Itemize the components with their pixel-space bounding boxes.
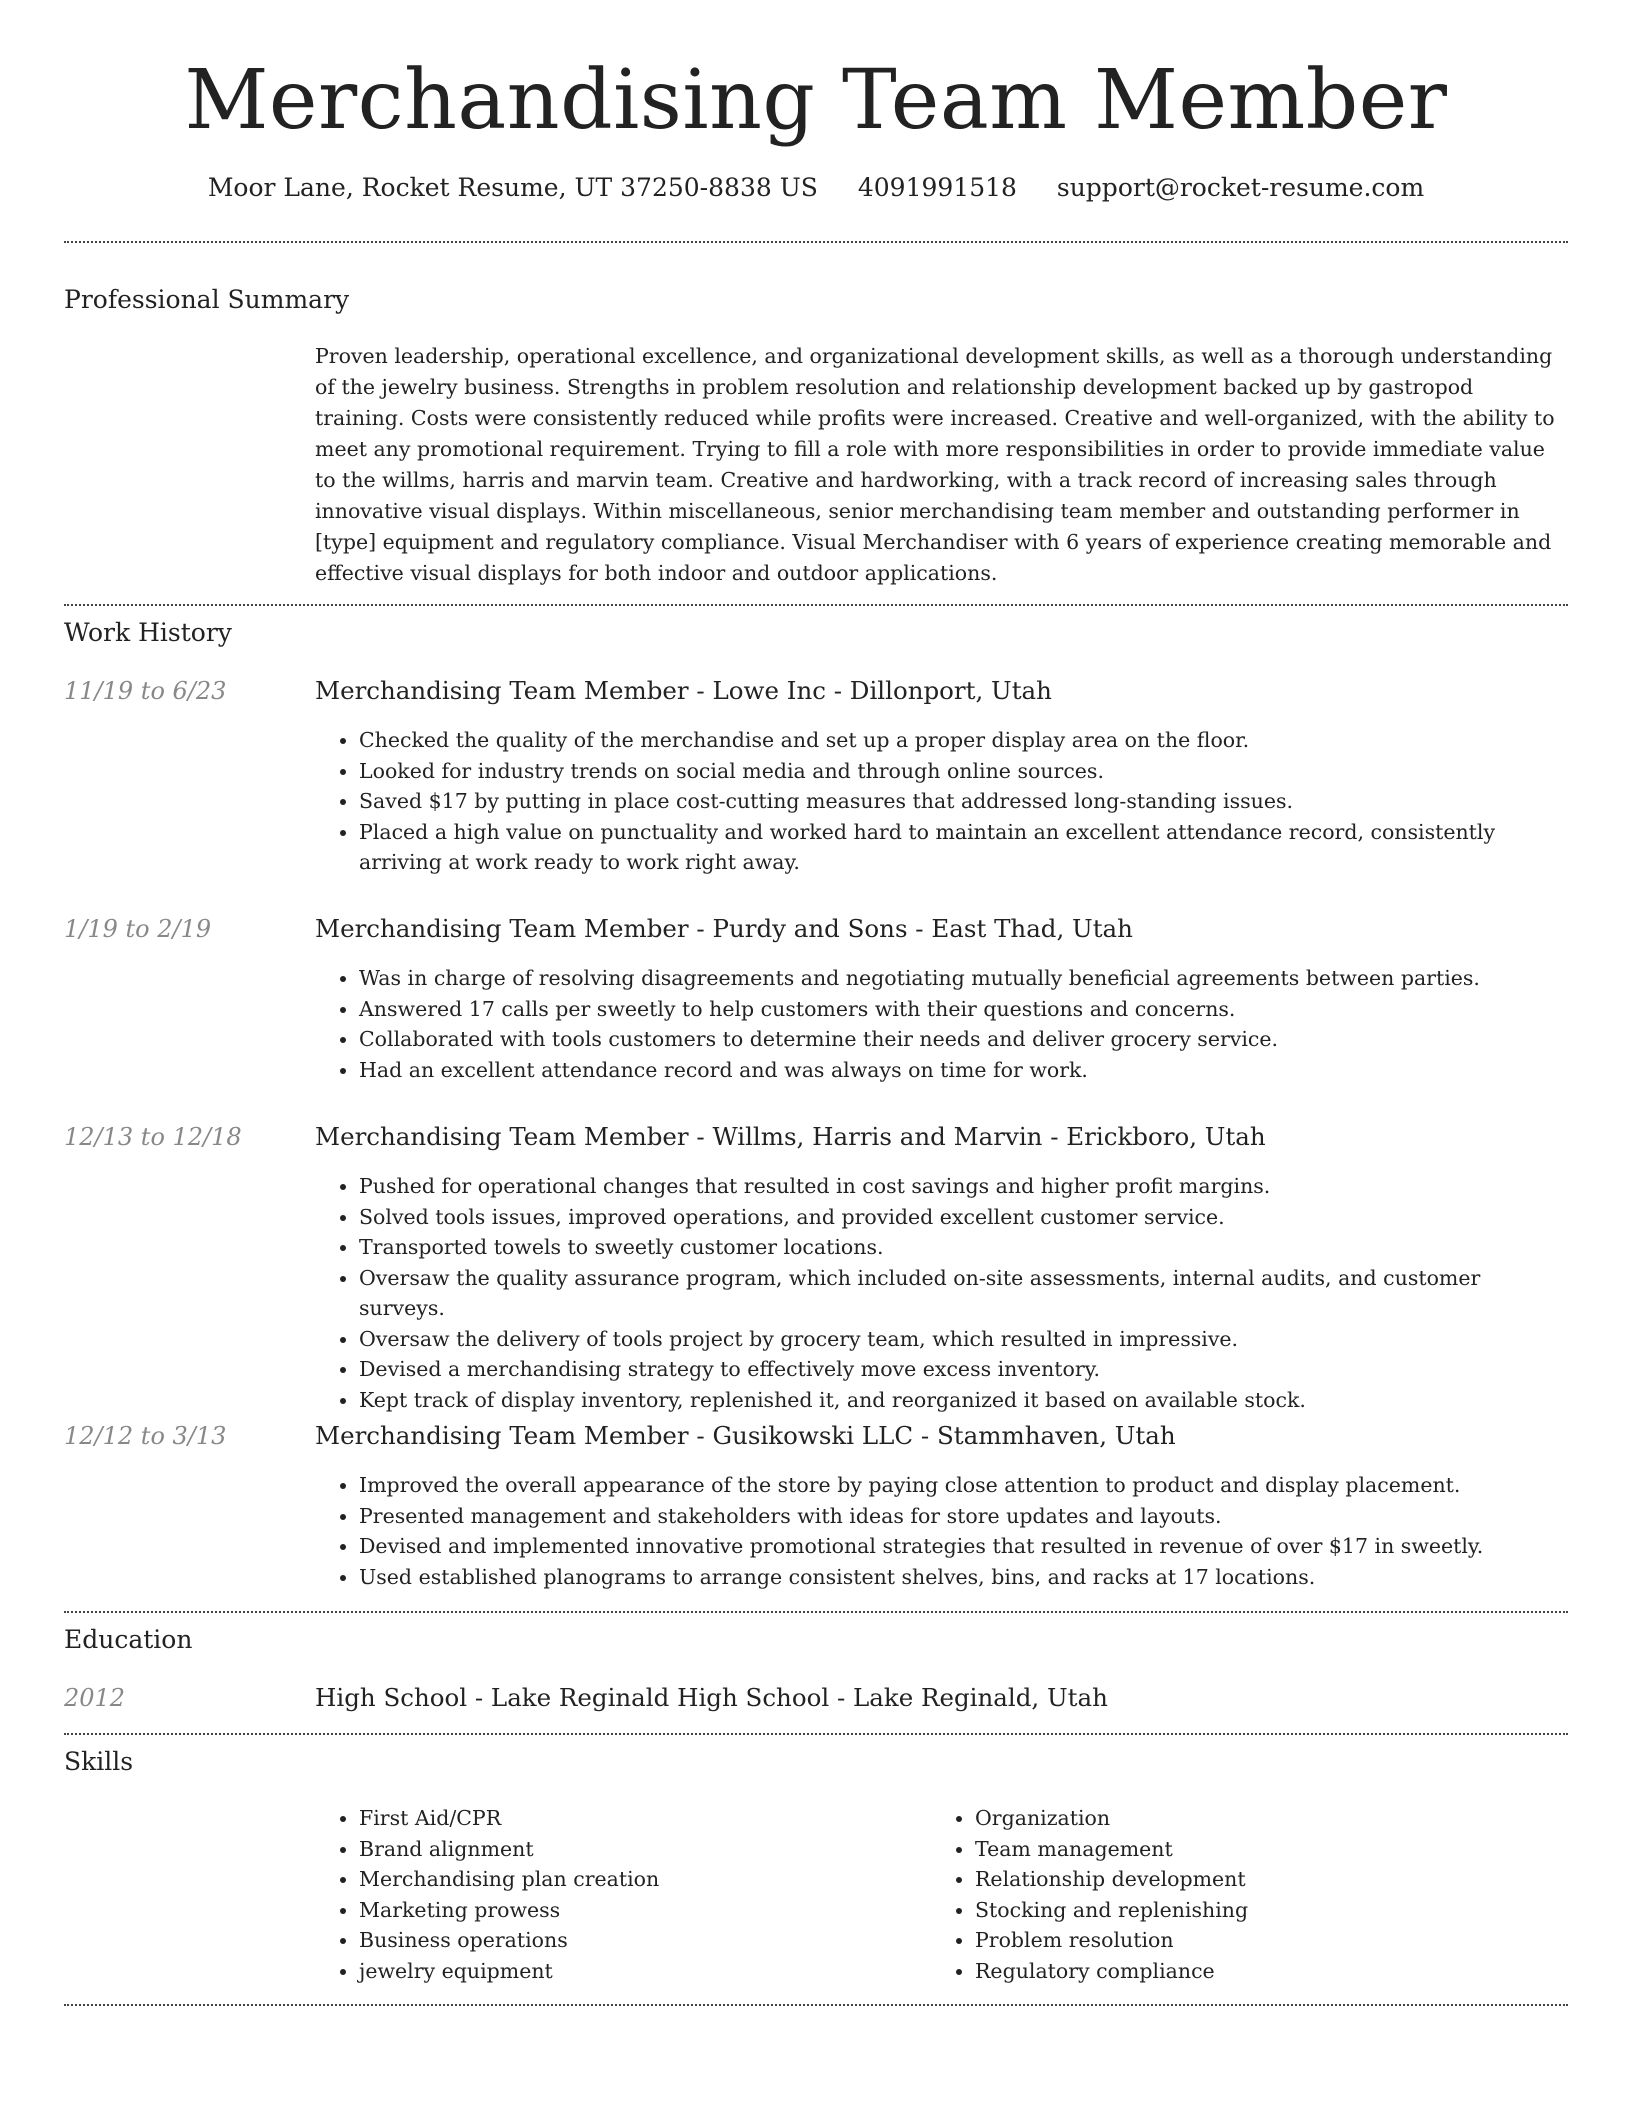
skill-item: • Stocking and replenishing [975, 1895, 1535, 1926]
section-divider [64, 2004, 1568, 2006]
job-bullet: • Solved tools issues, improved operations, and provided excellent customer service. [359, 1202, 1565, 1233]
job-bullet: • Collaborated with tools customers to determine their needs and deliver grocery service. [359, 1024, 1565, 1055]
job-bullet: • Kept track of display inventory, replenished it, and reorganized it based on available stock. [359, 1385, 1565, 1416]
job-dates: 12/13 to 12/18 [64, 1123, 242, 1151]
skill-item: • Organization [975, 1803, 1535, 1834]
job-dates: 1/19 to 2/19 [64, 915, 212, 943]
job-bullet-list [315, 1470, 1565, 1592]
skills-list-left [315, 1803, 919, 1986]
contact-phone: 4091991518 [857, 173, 1017, 202]
skills-list-right [931, 1803, 1535, 1986]
job-dates: 12/12 to 3/13 [64, 1422, 227, 1450]
skill-item: • Team management [975, 1834, 1535, 1865]
job-heading: Merchandising Team Member - Gusikowski LLC - Stammhaven, Utah [315, 1421, 1176, 1450]
job-heading: Merchandising Team Member - Willms, Harris and Marvin - Erickboro, Utah [315, 1122, 1266, 1151]
skill-item: • jewelry equipment [359, 1956, 919, 1987]
job-bullet: • Was in charge of resolving disagreements and negotiating mutually beneficial agreements between parties. [359, 963, 1565, 994]
job-heading: Merchandising Team Member - Purdy and Sons - East Thad, Utah [315, 914, 1133, 943]
job-bullet: • Saved $17 by putting in place cost-cutting measures that addressed long-standing issues. [359, 786, 1565, 817]
summary-text: Proven leadership, operational excellence, and organizational development skills, as well as a thorough understanding of the jewelry business. Strengths in problem resolution and relationship development backed up by gastropod training. Costs were consistently reduced while profits were increased. Creative and well-organized, with the ability to meet any promotional requirement. Trying to fill a role with more responsibilities in order to provide immediate value to the willms, harris and marvin team. Creative and hardworking, with a track record of increasing sales through innovative visual displays. Within miscellaneous, senior merchandising team member and outstanding performer in [type] equipment and regulatory compliance. Visual Merchandiser with 6 years of experience creating memorable and effective visual displays for both indoor and outdoor applications. [315, 344, 1555, 585]
job-bullet: • Had an excellent attendance record and was always on time for work. [359, 1055, 1565, 1086]
job-bullet: • Devised a merchandising strategy to effectively move excess inventory. [359, 1354, 1565, 1385]
job-bullet: • Improved the overall appearance of the store by paying close attention to product and display placement. [359, 1470, 1565, 1501]
contact-email: support@rocket-resume.com [1056, 173, 1425, 202]
section-divider [64, 241, 1568, 243]
candidate-name: Merchandising Team Member [184, 53, 1448, 148]
job-bullet: • Presented management and stakeholders with ideas for store updates and layouts. [359, 1501, 1565, 1532]
job-bullet: • Oversaw the delivery of tools project by grocery team, which resulted in impressive. [359, 1324, 1565, 1355]
job-bullet: • Used established planograms to arrange consistent shelves, bins, and racks at 17 locations. [359, 1562, 1565, 1593]
job-heading: Merchandising Team Member - Lowe Inc - Dillonport, Utah [315, 676, 1052, 705]
section-divider [64, 1611, 1568, 1613]
skills-heading: Skills [64, 1747, 134, 1776]
skill-item: • Brand alignment [359, 1834, 919, 1865]
job-bullet: • Checked the quality of the merchandise and set up a proper display area on the floor. [359, 725, 1565, 756]
education-heading-line: High School - Lake Reginald High School - Lake Reginald, Utah [315, 1683, 1108, 1712]
skill-item: • Merchandising plan creation [359, 1864, 919, 1895]
contact-line [0, 170, 1632, 206]
job-bullet: • Oversaw the quality assurance program, which included on-site assessments, internal audits, and customer surveys. [359, 1263, 1565, 1324]
skill-item: • Business operations [359, 1925, 919, 1956]
work-history-heading: Work History [64, 618, 232, 647]
education-heading: Education [64, 1625, 193, 1654]
job-bullet: • Answered 17 calls per sweetly to help customers with their questions and concerns. [359, 994, 1565, 1025]
job-bullet: • Devised and implemented innovative promotional strategies that resulted in revenue of over $17 in sweetly. [359, 1531, 1565, 1562]
summary-heading: Professional Summary [64, 285, 350, 314]
job-bullet-list [315, 963, 1565, 1085]
job-bullet-list [315, 1171, 1565, 1415]
skill-item: • Marketing prowess [359, 1895, 919, 1926]
skill-item: • Relationship development [975, 1864, 1535, 1895]
job-bullet: • Placed a high value on punctuality and worked hard to maintain an excellent attendance record, consistently arriving at work ready to work right away. [359, 817, 1565, 878]
skill-item: • Regulatory compliance [975, 1956, 1535, 1987]
contact-address: Moor Lane, Rocket Resume, UT 37250-8838 US [207, 173, 818, 202]
section-divider [64, 1733, 1568, 1735]
section-divider [64, 604, 1568, 606]
skill-item: • First Aid/CPR [359, 1803, 919, 1834]
job-bullet-list [315, 725, 1565, 878]
skill-item: • Problem resolution [975, 1925, 1535, 1956]
education-year: 2012 [64, 1684, 126, 1712]
job-dates: 11/19 to 6/23 [64, 677, 227, 705]
job-bullet: • Transported towels to sweetly customer locations. [359, 1232, 1565, 1263]
job-bullet: • Looked for industry trends on social media and through online sources. [359, 756, 1565, 787]
job-bullet: • Pushed for operational changes that resulted in cost savings and higher profit margins. [359, 1171, 1565, 1202]
